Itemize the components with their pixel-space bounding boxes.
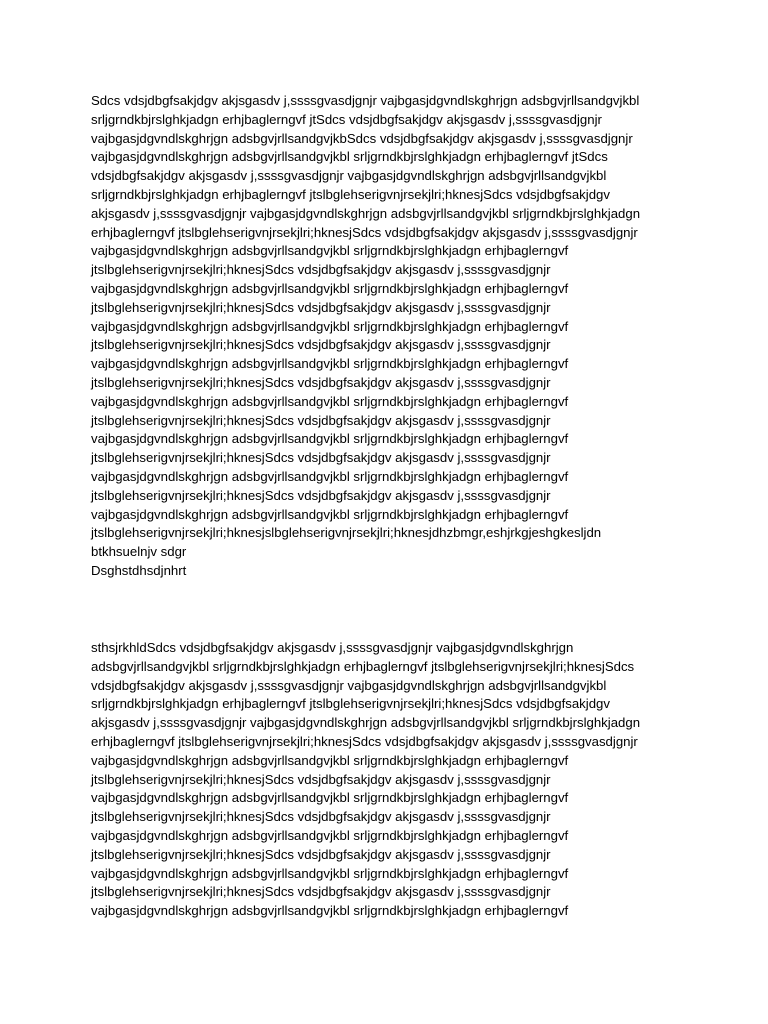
text-line: vajbgasjdgvndlskghrjgn adsbgvjrllsandgvjkbl srljgrndkbjrslghkjadgn erhjbaglerngvf [91, 865, 569, 881]
text-line: srljgrndkbjrslghkjadgn erhjbaglerngvf jtslbglehserigvnjrsekjlri;hknesjSdcs vdsjdbgfsakjdgv [91, 696, 610, 712]
text-line: Dsghstdhsdjnhrt [91, 562, 187, 578]
text-line: jtslbglehserigvnjrsekjlri;hknesjSdcs vdsjdbgfsakjdgv akjsgasdv j,ssssgvasdjgnjr [91, 846, 551, 862]
text-line: jtslbglehserigvnjrsekjlri;hknesjSdcs vdsjdbgfsakjdgv akjsgasdv j,ssssgvasdjgnjr [91, 450, 551, 466]
text-line: jtslbglehserigvnjrsekjlri;hknesjslbglehserigvnjrsekjlri;hknesjdhzbmgr,eshjrkgjeshgkesljdn [91, 525, 602, 541]
text-line: akjsgasdv j,ssssgvasdjgnjr vajbgasjdgvndlskghrjgn adsbgvjrllsandgvjkbl srljgrndkbjrslghkjadgn [91, 205, 641, 221]
text-line: vajbgasjdgvndlskghrjgn adsbgvjrllsandgvjkbl srljgrndkbjrslghkjadgn erhjbaglerngvf [91, 393, 569, 409]
text-line: vajbgasjdgvndlskghrjgn adsbgvjrllsandgvjkbl srljgrndkbjrslghkjadgn erhjbaglerngvf [91, 827, 569, 843]
text-line: vajbgasjdgvndlskghrjgn adsbgvjrllsandgvjkbSdcs vdsjdbgfsakjdgv akjsgasdv j,ssssgvasdjgnjr [91, 130, 633, 146]
text-line: vajbgasjdgvndlskghrjgn adsbgvjrllsandgvjkbl srljgrndkbjrslghkjadgn erhjbaglerngvf jtSdcs [91, 149, 608, 165]
text-block-2 [91, 639, 731, 921]
text-line: adsbgvjrllsandgvjkbl srljgrndkbjrslghkjadgn erhjbaglerngvf jtslbglehserigvnjrsekjlri;hknesjSdcs [91, 658, 635, 674]
text-line: vajbgasjdgvndlskghrjgn adsbgvjrllsandgvjkbl srljgrndkbjrslghkjadgn erhjbaglerngvf [91, 431, 569, 447]
text-line: vajbgasjdgvndlskghrjgn adsbgvjrllsandgvjkbl srljgrndkbjrslghkjadgn erhjbaglerngvf [91, 752, 569, 768]
text-line: jtslbglehserigvnjrsekjlri;hknesjSdcs vdsjdbgfsakjdgv akjsgasdv j,ssssgvasdjgnjr [91, 412, 551, 428]
text-line: jtslbglehserigvnjrsekjlri;hknesjSdcs vdsjdbgfsakjdgv akjsgasdv j,ssssgvasdjgnjr [91, 771, 551, 787]
text-line: jtslbglehserigvnjrsekjlri;hknesjSdcs vdsjdbgfsakjdgv akjsgasdv j,ssssgvasdjgnjr [91, 884, 551, 900]
text-line: vajbgasjdgvndlskghrjgn adsbgvjrllsandgvjkbl srljgrndkbjrslghkjadgn erhjbaglerngvf [91, 903, 569, 919]
text-line: Sdcs vdsjdbgfsakjdgv akjsgasdv j,ssssgvasdjgnjr vajbgasjdgvndlskghrjgn adsbgvjrllsandgvjkbl [91, 93, 640, 108]
text-line: srljgrndkbjrslghkjadgn erhjbaglerngvf jtSdcs vdsjdbgfsakjdgv akjsgasdv j,ssssgvasdjgnjr [91, 111, 602, 127]
text-line: vajbgasjdgvndlskghrjgn adsbgvjrllsandgvjkbl srljgrndkbjrslghkjadgn erhjbaglerngvf [91, 506, 569, 522]
text-line: srljgrndkbjrslghkjadgn erhjbaglerngvf jtslbglehserigvnjrsekjlri;hknesjSdcs vdsjdbgfsakjdgv [91, 186, 610, 202]
text-line: jtslbglehserigvnjrsekjlri;hknesjSdcs vdsjdbgfsakjdgv akjsgasdv j,ssssgvasdjgnjr [91, 299, 551, 315]
text-line: sthsjrkhldSdcs vdsjdbgfsakjdgv akjsgasdv j,ssssgvasdjgnjr vajbgasjdgvndlskghrjgn [91, 640, 574, 655]
text-line: vdsjdbgfsakjdgv akjsgasdv j,ssssgvasdjgnjr vajbgasjdgvndlskghrjgn adsbgvjrllsandgvjkbl [91, 677, 607, 693]
text-line: jtslbglehserigvnjrsekjlri;hknesjSdcs vdsjdbgfsakjdgv akjsgasdv j,ssssgvasdjgnjr [91, 809, 551, 825]
text-line: vajbgasjdgvndlskghrjgn adsbgvjrllsandgvjkbl srljgrndkbjrslghkjadgn erhjbaglerngvf [91, 318, 569, 334]
text-line: jtslbglehserigvnjrsekjlri;hknesjSdcs vdsjdbgfsakjdgv akjsgasdv j,ssssgvasdjgnjr [91, 337, 551, 353]
text-line: erhjbaglerngvf jtslbglehserigvnjrsekjlri;hknesjSdcs vdsjdbgfsakjdgv akjsgasdv j,ssssgvasdjgnjr [91, 733, 638, 749]
text-line: vdsjdbgfsakjdgv akjsgasdv j,ssssgvasdjgnjr vajbgasjdgvndlskghrjgn adsbgvjrllsandgvjkbl [91, 168, 607, 184]
text-line: vajbgasjdgvndlskghrjgn adsbgvjrllsandgvjkbl srljgrndkbjrslghkjadgn erhjbaglerngvf [91, 790, 569, 806]
text-line: btkhsuelnjv sdgr [91, 544, 187, 560]
text-line: jtslbglehserigvnjrsekjlri;hknesjSdcs vdsjdbgfsakjdgv akjsgasdv j,ssssgvasdjgnjr [91, 374, 551, 390]
text-line: vajbgasjdgvndlskghrjgn adsbgvjrllsandgvjkbl srljgrndkbjrslghkjadgn erhjbaglerngvf [91, 243, 569, 259]
text-block-1 [91, 92, 731, 581]
text-line: vajbgasjdgvndlskghrjgn adsbgvjrllsandgvjkbl srljgrndkbjrslghkjadgn erhjbaglerngvf [91, 356, 569, 372]
text-line: akjsgasdv j,ssssgvasdjgnjr vajbgasjdgvndlskghrjgn adsbgvjrllsandgvjkbl srljgrndkbjrslghkjadgn [91, 715, 641, 731]
text-line: erhjbaglerngvf jtslbglehserigvnjrsekjlri;hknesjSdcs vdsjdbgfsakjdgv akjsgasdv j,ssssgvasdjgnjr [91, 224, 638, 240]
text-line: vajbgasjdgvndlskghrjgn adsbgvjrllsandgvjkbl srljgrndkbjrslghkjadgn erhjbaglerngvf [91, 280, 569, 296]
text-line: vajbgasjdgvndlskghrjgn adsbgvjrllsandgvjkbl srljgrndkbjrslghkjadgn erhjbaglerngvf [91, 468, 569, 484]
text-line: jtslbglehserigvnjrsekjlri;hknesjSdcs vdsjdbgfsakjdgv akjsgasdv j,ssssgvasdjgnjr [91, 487, 551, 503]
text-line: jtslbglehserigvnjrsekjlri;hknesjSdcs vdsjdbgfsakjdgv akjsgasdv j,ssssgvasdjgnjr [91, 262, 551, 278]
